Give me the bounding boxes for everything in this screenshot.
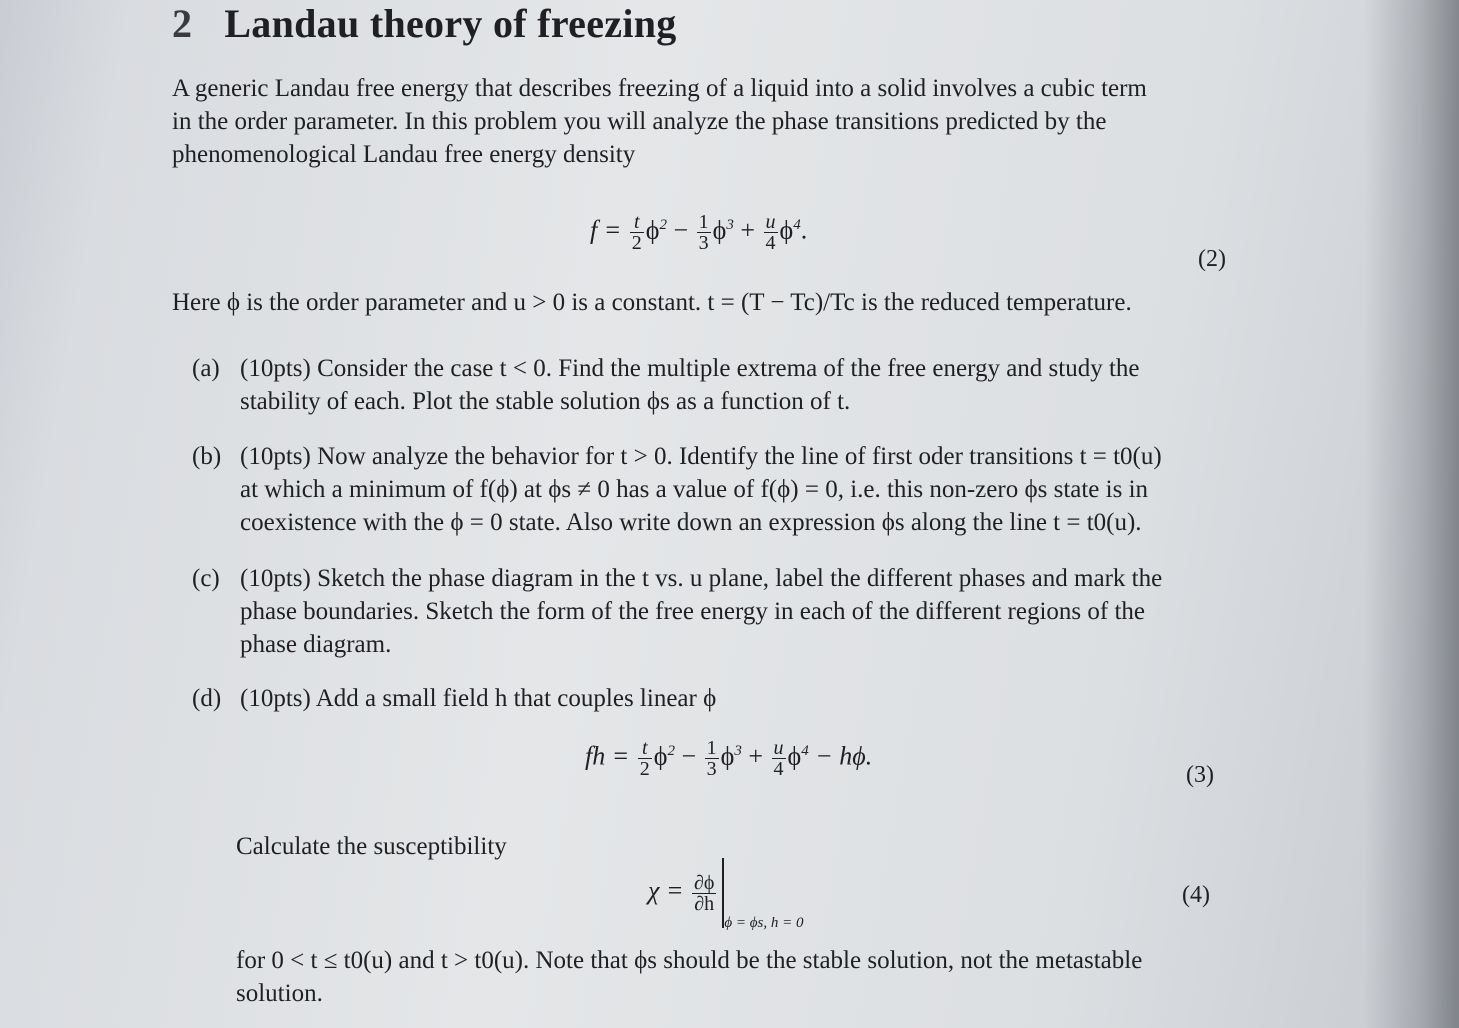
part-a-line-1: (10pts) Consider the case t < 0. Find the multiple extrema of the free energy and study the [240,355,1140,382]
eq3-frac-1: $\frac{t}{2}$ [639,737,650,780]
susceptibility-intro: Calculate the susceptibility [236,833,507,860]
eq4-condition: ϕ = ϕs, h = 0 [724,914,804,931]
part-c-line-3: phase diagram. [240,631,392,658]
eq2-frac-1: $\frac{t}{2}$ [631,211,642,254]
intro-line-1: A generic Landau free energy that describes freezing of a liquid into a solid involves a cubic term [172,75,1147,102]
eq3-frac-3: $\frac{u}{4}$ [773,737,784,780]
part-d-line-1: (10pts) Add a small field h that couples linear ϕ [240,685,717,712]
section-number: 2 [172,1,193,46]
section-title: Landau theory of freezing [224,1,677,46]
equation-3-number: (3) [1186,762,1214,788]
eq2-frac-3: $\frac{u}{4}$ [765,211,776,254]
eq2-frac-2: $\frac{1}{3}$ [698,211,709,254]
eq4-lhs: χ = [648,875,684,905]
equation-4 [648,858,804,932]
eq2-lhs: f = [590,215,622,245]
section-heading [172,0,677,47]
part-c-line-2: phase boundaries. Sketch the form of the free energy in each of the different regions of the [240,598,1145,625]
part-b-line-3: coexistence with the ϕ = 0 state. Also write down an expression ϕs along the line t = t0(u). [240,509,1142,536]
part-d-label: (d) [192,685,222,712]
eq3-lhs: fh = [585,741,630,771]
equation-4-number: (4) [1182,882,1210,908]
eq3-frac-2: $\frac{1}{3}$ [706,737,717,780]
page-edge-shadow [1364,0,1459,1028]
closing-line-1: for 0 < t ≤ t0(u) and t > t0(u). Note that ϕs should be the stable solution, not the metastable [236,947,1143,974]
equation-2-number: (2) [1198,246,1226,272]
part-a-line-2: stability of each. Plot the stable solution ϕs as a function of t. [240,388,851,415]
eq4-derivative: $\frac{\partial\phi}{\partial h}$ [693,871,715,915]
closing-line-2: solution. [236,980,323,1007]
part-c-line-1: (10pts) Sketch the phase diagram in the t vs. u plane, label the different phases and mark the [240,565,1163,592]
after-eq2-text: Here ϕ is the order parameter and u > 0 is a constant. t = (T − Tc)/Tc is the reduced temperature. [172,289,1132,316]
intro-line-2: in the order parameter. In this problem you will analyze the phase transitions predicted by the [172,108,1107,135]
part-c-label: (c) [192,565,220,592]
part-b-label: (b) [192,443,222,470]
intro-line-3: phenomenological Landau free energy density [172,141,636,168]
equation-2: f = $\frac{t}{2}$ $\phi^2$ − $\frac{1}{3}$ $\phi^3$ + $\frac{u}{4}$ $\phi^4$. [590,211,808,254]
part-b-line-1: (10pts) Now analyze the behavior for t > 0. Identify the line of first oder transitions t = t0(u) [240,443,1162,470]
part-b-line-2: at which a minimum of f(ϕ) at ϕs ≠ 0 has a value of f(ϕ) = 0, i.e. this non-zero ϕs state is in [240,476,1149,503]
equation-3: fh = $\frac{t}{2}$ $\phi^2$ − $\frac{1}{3}$ $\phi^3$ + $\frac{u}{4}$ $\phi^4 - h\phi$. [585,737,873,780]
part-a-label: (a) [192,355,220,382]
